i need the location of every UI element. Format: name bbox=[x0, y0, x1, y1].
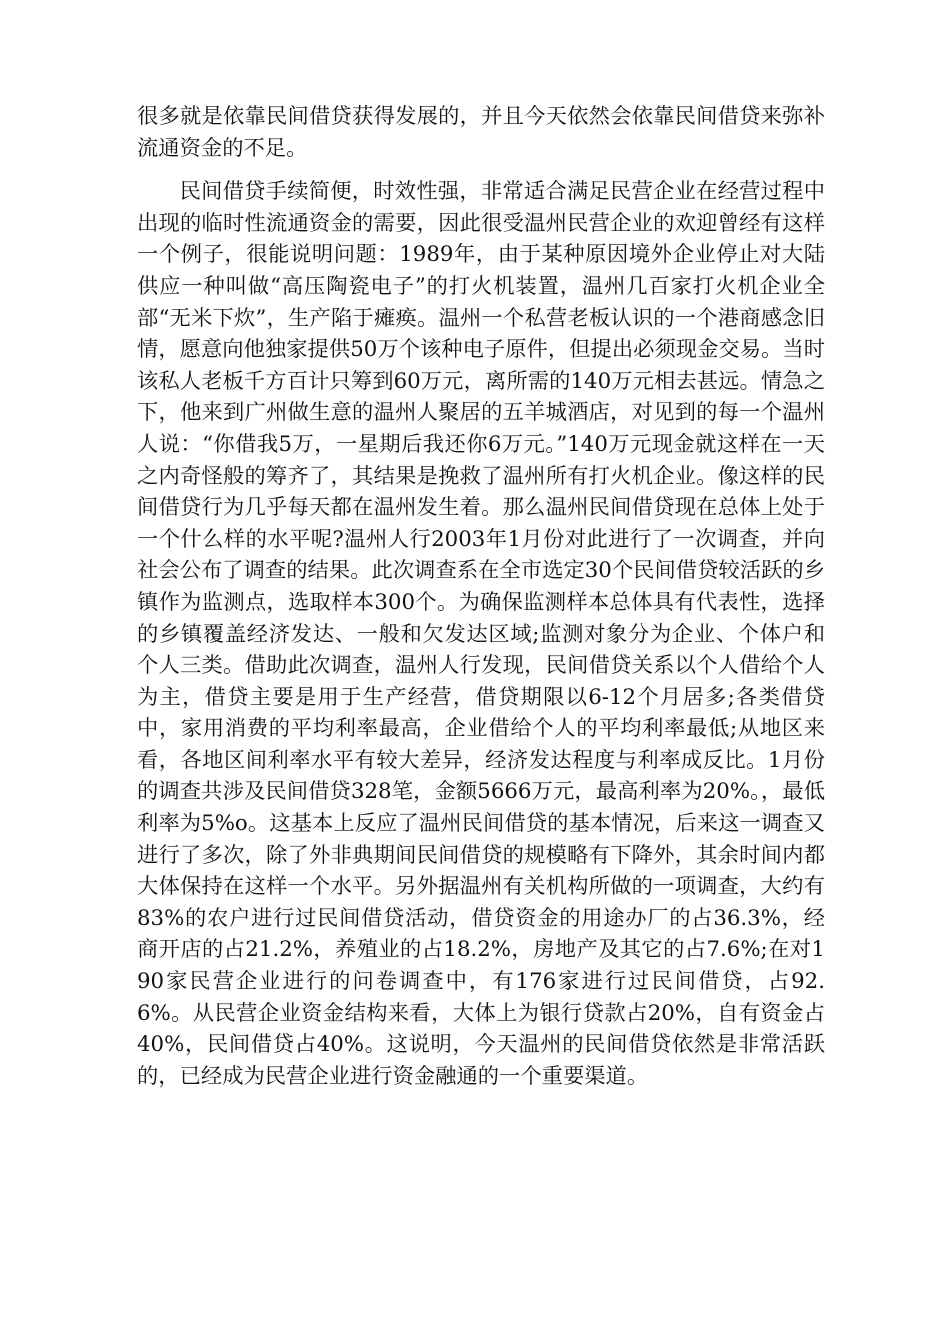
paragraph-continuation: 很多就是依靠民间借贷获得发展的，并且今天依然会依靠民间借贷来弥补流通资金的不足。 bbox=[137, 104, 825, 161]
document-page bbox=[137, 101, 825, 1092]
paragraph-folk-lending-example: 民间借贷手续简便，时效性强，非常适合满足民营企业在经营过程中出现的临时性流通资金的需要，因此很受温州民营企业的欢迎曾经有这样一个例子，很能说明问题：1989年，由于某种原因境外企业停止对大陆供应一种叫做“高压陶瓷电子”的打火机装置，温州几百家打火机企业全部“无米下炊”，生产陷于瘫痪。温州一个私营老板认识的一个港商感念旧情，愿意向他独家提供50万个该种电子原件，但提出必须现金交易。当时该私人老板千方百计只筹到60万元，离所需的140万元相去甚远。情急之下，他来到广州做生意的温州人聚居的五羊城酒店，对见到的每一个温州人说：“你借我5万，一星期后我还你6万元。”140万元现金就这样在一天之内奇怪般的筹齐了，其结果是挽救了温州所有打火机企业。像这样的民间借贷行为几乎每天都在温州发生着。那么温州民间借贷现在总体上处于一个什么样的水平呢?温州人行2003年1月份对此进行了一次调查，并向社会公布了调查的结果。此次调查系在全市选定30个民间借贷较活跃的乡镇作为监测点，选取样本300个。为确保监测样本总体具有代表性，选择的乡镇覆盖经济发达、一般和欠发达区域;监测对象分为企业、个体户和个人三类。借助此次调查，温州人行发现，民间借贷关系以个人借给个人为主，借贷主要是用于生产经营，借贷期限以6-12个月居多;各类借贷中，家用消费的平均利率最高，企业借给个人的平均利率最低;从地区来看，各地区间利率水平有较大差异，经济发达程度与利率成反比。1月份的调查共涉及民间借贷328笔，金额5666万元，最高利率为20%。，最低利率为5%o。这基本上反应了温州民间借贷的基本情况，后来这一调查又进行了多次，除了外非典期间民间借贷的规模略有下降外，其余时间内都大体保持在这样一个水平。另外据温州有关机构所做的一项调查，大约有83%的农户进行过民间借贷活动，借贷资金的用途办厂的占36.3%，经商开店的占21.2%，养殖业的占18.2%，房地产及其它的占7.6%;在对190家民营企业进行的问卷调查中，有176家进行过民间借贷，占92.6%。从民营企业资金结构来看，大体上为银行贷款占20%，自有资金占40%，民间借贷占40%。这说明，今天温州的民间借贷依然是非常活跃的，已经成为民营企业进行资金融通的一个重要渠道。 bbox=[137, 179, 825, 1089]
